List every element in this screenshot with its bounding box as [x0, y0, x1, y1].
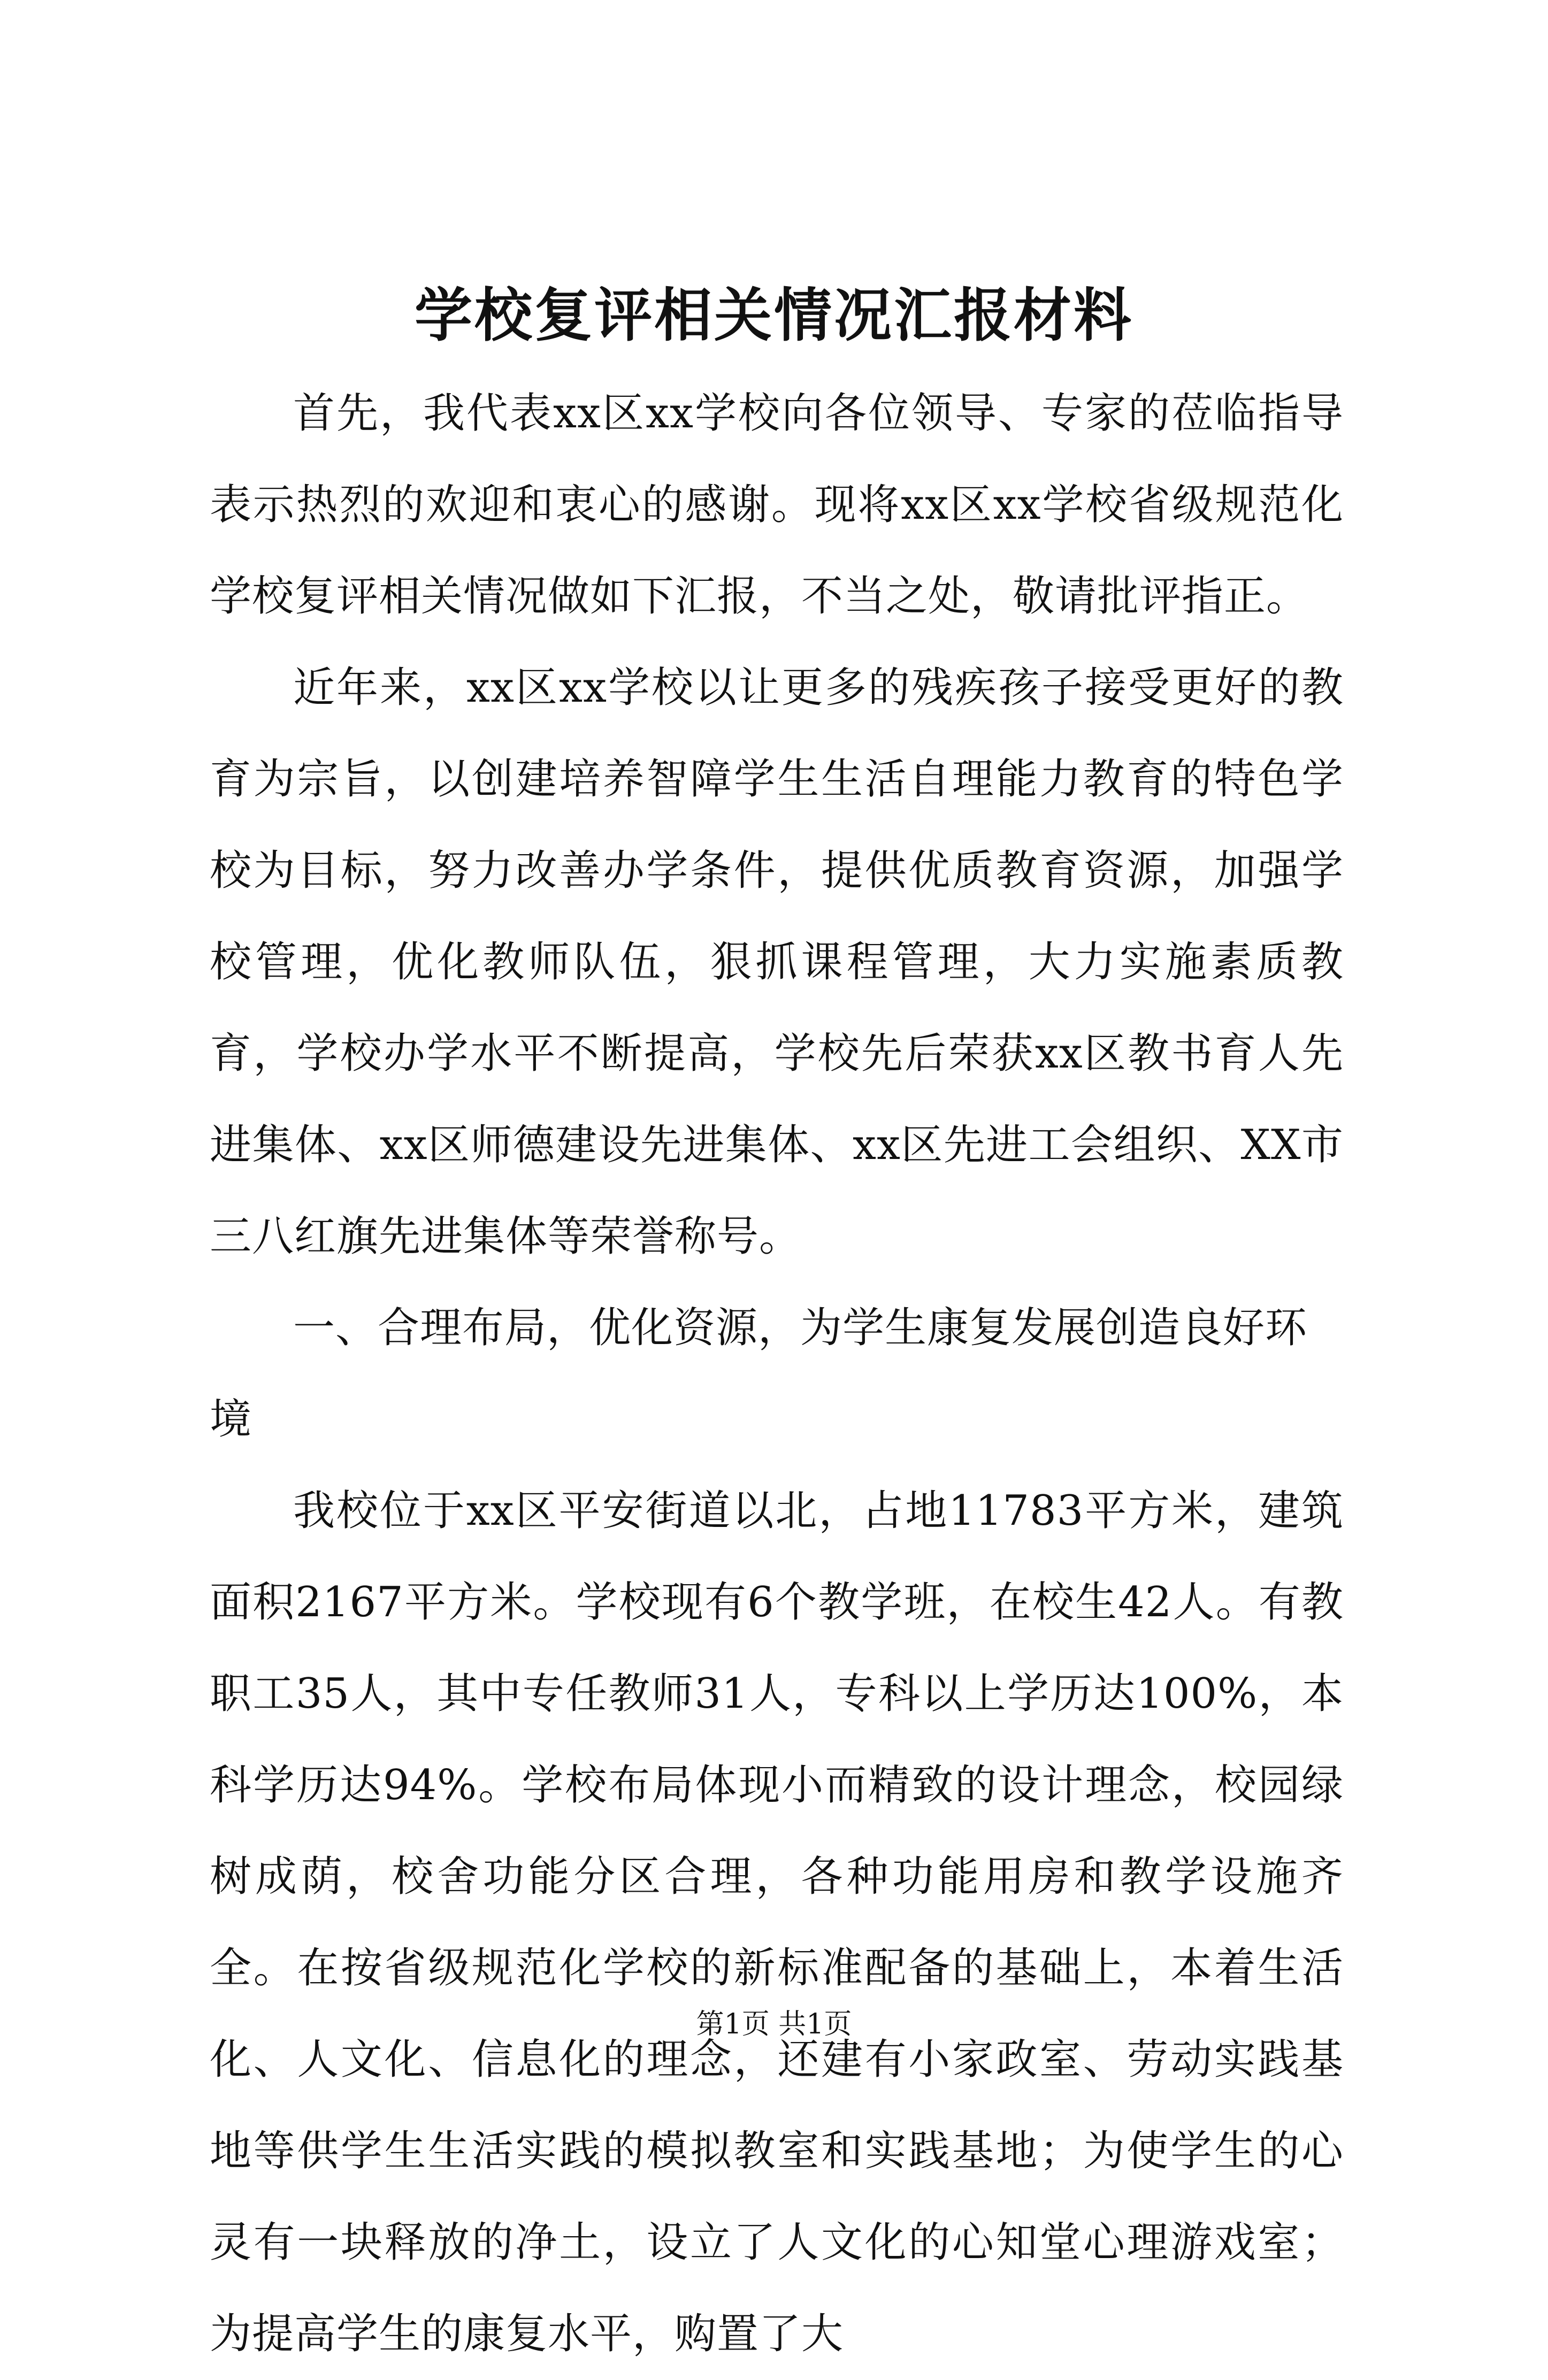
- section-paragraph: 我校位于xx区平安街道以北，占地11783平方米，建筑面积2167平方米。学校现有6个教学班，在校生42人。有教职工35人，其中专任教师31人，专科以上学历达100%，本科学历达94%。学校布局体现小而精致的设计理念，校园绿树成荫，校舍功能分区合理，各种功能用房和教学设施齐全。在按省级规范化学校的新标准配备的基础上，本着生活化、人文化、信息化的理念，还建有小家政室、劳动实践基地等供学生生活实践的模拟教室和实践基地；为使学生的心灵有一块释放的净土，设立了人文化的心知堂心理游戏室；为提高学生的康复水平，购置了大: [210, 1487, 1344, 2358]
- intro-paragraph: 首先，我代表xx区xx学校向各位领导、专家的莅临指导表示热烈的欢迎和衷心的感谢。现将xx区xx学校省级规范化学校复评相关情况做如下汇报，不当之处，敬请批评指正。: [210, 389, 1344, 620]
- page-number-footer: 第1页 共1页: [696, 2008, 852, 2040]
- overview-paragraph: 近年来，xx区xx学校以让更多的残疾孩子接受更好的教育为宗旨，以创建培养智障学生生活自理能力教育的特色学校为目标，努力改善办学条件，提供优质教育资源，加强学校管理，优化教师队伍，狠抓课程管理，大力实施素质教育，学校办学水平不断提高，学校先后荣获xx区教书育人先进集体、xx区师德建设先进集体、xx区先进工会组织、XX市三八红旗先进集体等荣誉称号。: [210, 664, 1344, 1261]
- document-body: [210, 368, 1344, 2380]
- document-title: 学校复评相关情况汇报材料: [414, 282, 1133, 349]
- section-heading: 一、合理布局，优化资源，为学生康复发展创造良好环境: [210, 1304, 1308, 1444]
